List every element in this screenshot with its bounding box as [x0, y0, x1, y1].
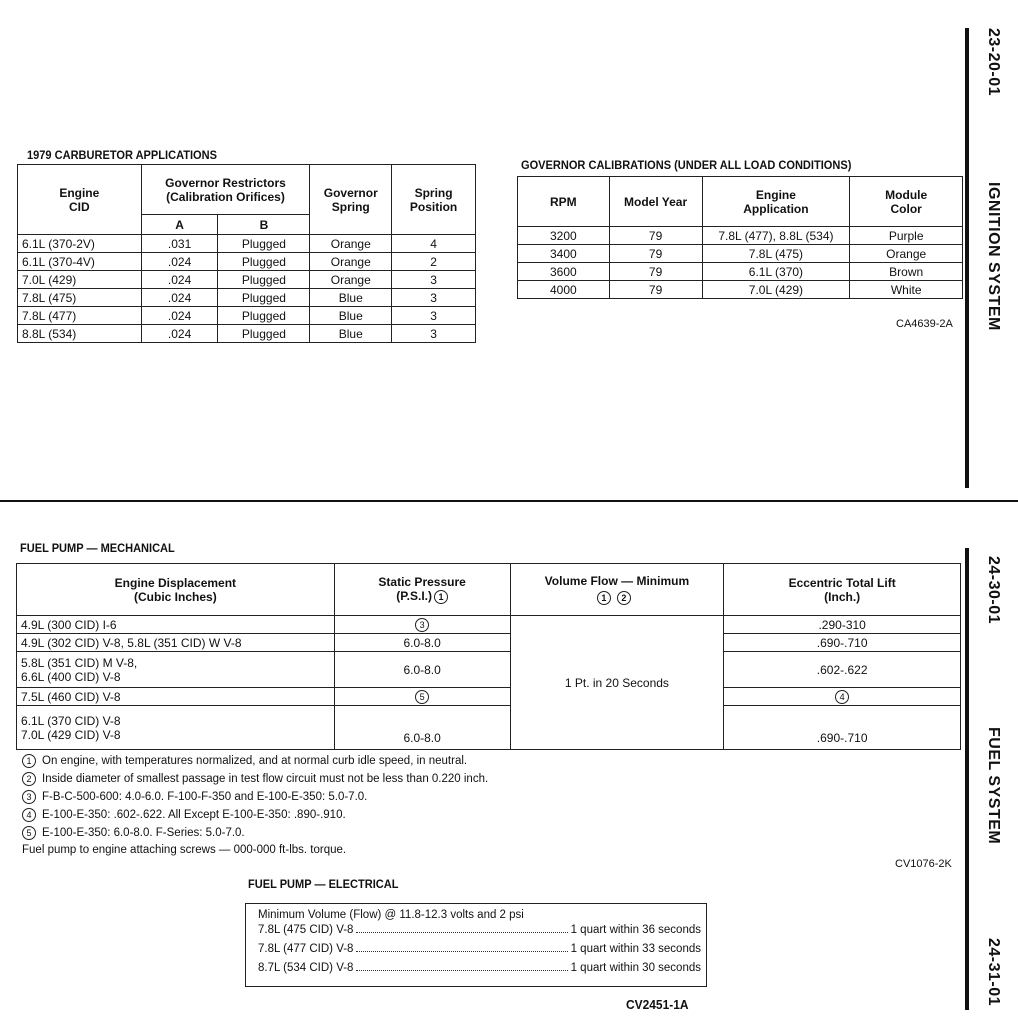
gov-rpm-cell: 3400 — [518, 245, 610, 263]
gov-rpm-cell: 3600 — [518, 263, 610, 281]
gov-rpm-cell: 4000 — [518, 281, 610, 299]
mech-lift-cell: .690-.710 — [724, 634, 961, 652]
gov-table — [517, 176, 963, 299]
elec-flow-value: 1 quart within 30 seconds — [570, 962, 701, 974]
gov-engine-app-cell: 7.0L (429) — [702, 281, 850, 299]
gov-model-year-cell: 79 — [609, 263, 702, 281]
mech-engine-cell: 6.1L (370 CID) V-8 7.0L (429 CID) V-8 — [17, 706, 335, 750]
footnote-marker: 1 — [597, 591, 611, 605]
mech-static-cell — [334, 616, 510, 634]
elec-engine: 7.8L (477 CID) V-8 — [258, 943, 354, 955]
side-rule-top — [965, 28, 969, 488]
mech-static-cell — [334, 688, 510, 706]
carb-row — [18, 253, 476, 271]
mech-header-volume-flow: Volume Flow — Minimum 1 2 — [510, 564, 724, 616]
carb-spring-position-cell: 3 — [392, 307, 476, 325]
carb-header-a: A — [141, 215, 218, 235]
elec-box — [245, 903, 707, 987]
screws-note: Fuel pump to engine attaching screws — 000-000 ft-lbs. torque. — [22, 844, 347, 856]
gov-row — [518, 245, 963, 263]
carb-row — [18, 307, 476, 325]
gov-header-engine-app: Engine Application — [702, 177, 850, 227]
carb-spring-position-cell: 3 — [392, 271, 476, 289]
gov-row — [518, 263, 963, 281]
mech-engine-cell: 7.5L (460 CID) V-8 — [17, 688, 335, 706]
mech-lift-cell: .690-.710 — [724, 706, 961, 750]
carb-governor-spring-cell: Orange — [310, 235, 392, 253]
carb-engine-cell: 7.8L (475) — [18, 289, 142, 307]
carb-restrictor-a-cell: .031 — [141, 235, 218, 253]
footnote-marker: 3 — [415, 618, 429, 632]
gov-header-model-year: Model Year — [609, 177, 702, 227]
carb-restrictor-a-cell: .024 — [141, 271, 218, 289]
section-title-ignition: IGNITION SYSTEM — [985, 182, 1002, 331]
carb-engine-cell: 6.1L (370-4V) — [18, 253, 142, 271]
carb-header-b: B — [218, 215, 310, 235]
carb-restrictor-b-cell: Plugged — [218, 253, 310, 271]
mech-figure-code: CV1076-2K — [895, 858, 952, 870]
footnote — [22, 824, 488, 842]
carb-header-engine: Engine CID — [18, 165, 142, 235]
carb-governor-spring-cell: Blue — [310, 307, 392, 325]
carb-table-title: 1979 CARBURETOR APPLICATIONS — [27, 148, 217, 162]
carb-governor-spring-cell: Blue — [310, 289, 392, 307]
gov-rpm-cell: 3200 — [518, 227, 610, 245]
mech-static-cell: 6.0-8.0 — [334, 634, 510, 652]
footnote-marker: 3 — [22, 790, 36, 804]
dot-leader — [356, 962, 567, 971]
elec-title: FUEL PUMP — ELECTRICAL — [248, 877, 399, 891]
footnote-text: F-B-C-500-600: 4.0-6.0. F-100-F-350 and E-100-E-350: 5.0-7.0. — [42, 791, 368, 803]
carb-row — [18, 289, 476, 307]
carb-governor-spring-cell: Blue — [310, 325, 392, 343]
footnote-marker: 5 — [22, 826, 36, 840]
carb-header-spring-position: Spring Position — [392, 165, 476, 235]
elec-flow-value: 1 quart within 36 seconds — [570, 924, 701, 936]
gov-model-year-cell: 79 — [609, 245, 702, 263]
carb-engine-cell: 7.8L (477) — [18, 307, 142, 325]
gov-model-year-cell: 79 — [609, 227, 702, 245]
gov-module-color-cell: Purple — [850, 227, 963, 245]
section-title-fuel: FUEL SYSTEM — [985, 727, 1002, 845]
carb-restrictor-a-cell: .024 — [141, 325, 218, 343]
dot-leader — [356, 924, 567, 933]
footnote-marker: 2 — [22, 772, 36, 786]
mech-static-cell: 6.0-8.0 — [334, 706, 510, 750]
carb-row — [18, 325, 476, 343]
gov-module-color-cell: Orange — [850, 245, 963, 263]
carb-restrictor-b-cell: Plugged — [218, 235, 310, 253]
footnote-marker: 4 — [835, 690, 849, 704]
mech-engine-cell: 5.8L (351 CID) M V-8, 6.6L (400 CID) V-8 — [17, 652, 335, 688]
footnote — [22, 770, 488, 788]
mech-engine-cell: 4.9L (300 CID) I-6 — [17, 616, 335, 634]
gov-engine-app-cell: 7.8L (475) — [702, 245, 850, 263]
mech-lift-cell: .602-.622 — [724, 652, 961, 688]
section-code-top: 23-20-01 — [985, 28, 1002, 97]
mech-lift-cell: .290-310 — [724, 616, 961, 634]
carb-spring-position-cell: 3 — [392, 325, 476, 343]
elec-header: Minimum Volume (Flow) @ 11.8-12.3 volts and 2 psi — [258, 909, 524, 921]
mech-static-cell: 6.0-8.0 — [334, 652, 510, 688]
gov-table-title: GOVERNOR CALIBRATIONS (UNDER ALL LOAD CONDITIONS) — [521, 158, 852, 172]
carb-spring-position-cell: 3 — [392, 289, 476, 307]
carb-restrictor-a-cell: .024 — [141, 307, 218, 325]
footnote — [22, 752, 488, 770]
mech-volume-cell: 1 Pt. in 20 Seconds — [510, 616, 724, 750]
footnote-text: Inside diameter of smallest passage in test flow circuit must not be less than 0.220 inch. — [42, 773, 489, 785]
mech-header-static-pressure: Static Pressure (P.S.I.) 1 — [334, 564, 510, 616]
footnote-marker: 5 — [415, 690, 429, 704]
elec-engine: 8.7L (534 CID) V-8 — [258, 962, 354, 974]
section-code-mid: 24-30-01 — [985, 556, 1002, 625]
carb-restrictor-a-cell: .024 — [141, 289, 218, 307]
carb-spring-position-cell: 2 — [392, 253, 476, 271]
carb-governor-spring-cell: Orange — [310, 253, 392, 271]
footnote-marker: 2 — [617, 591, 631, 605]
mech-header-displacement: Engine Displacement (Cubic Inches) — [17, 564, 335, 616]
mech-engine-cell: 4.9L (302 CID) V-8, 5.8L (351 CID) W V-8 — [17, 634, 335, 652]
carb-header-governor-spring: Governor Spring — [310, 165, 392, 235]
elec-row — [258, 924, 701, 943]
footnote — [22, 788, 488, 806]
footnote-marker: 1 — [22, 754, 36, 768]
footnote-text: E-100-E-350: .602-.622. All Except E-100-E-350: .890-.910. — [42, 809, 346, 821]
carb-spring-position-cell: 4 — [392, 235, 476, 253]
footnote-text: E-100-E-350: 6.0-8.0. F-Series: 5.0-7.0. — [42, 827, 245, 839]
carb-header-restrictors: Governor Restrictors (Calibration Orifices) — [141, 165, 310, 215]
gov-engine-app-cell: 7.8L (477), 8.8L (534) — [702, 227, 850, 245]
carb-engine-cell: 7.0L (429) — [18, 271, 142, 289]
footnote-marker: 4 — [22, 808, 36, 822]
carb-restrictor-b-cell: Plugged — [218, 289, 310, 307]
carb-row — [18, 235, 476, 253]
carb-restrictor-a-cell: .024 — [141, 253, 218, 271]
carb-row — [18, 271, 476, 289]
gov-module-color-cell: Brown — [850, 263, 963, 281]
gov-model-year-cell: 79 — [609, 281, 702, 299]
dot-leader — [356, 943, 567, 952]
elec-row — [258, 962, 701, 981]
elec-flow-value: 1 quart within 33 seconds — [570, 943, 701, 955]
footnote-marker: 1 — [434, 590, 448, 604]
carb-engine-cell: 6.1L (370-2V) — [18, 235, 142, 253]
gov-module-color-cell: White — [850, 281, 963, 299]
elec-row — [258, 943, 701, 962]
carb-table — [17, 164, 476, 343]
gov-row — [518, 281, 963, 299]
mech-lift-cell — [724, 688, 961, 706]
mech-header-eccentric-lift: Eccentric Total Lift (Inch.) — [724, 564, 961, 616]
carb-engine-cell: 8.8L (534) — [18, 325, 142, 343]
gov-figure-code: CA4639-2A — [896, 318, 953, 330]
elec-figure-code: CV2451-1A — [626, 997, 689, 1012]
mech-table-title: FUEL PUMP — MECHANICAL — [20, 541, 175, 555]
footnote — [22, 806, 488, 824]
side-rule-bottom — [965, 548, 969, 1010]
footnote-text: On engine, with temperatures normalized, and at normal curb idle speed, in neutral. — [42, 755, 468, 767]
gov-engine-app-cell: 6.1L (370) — [702, 263, 850, 281]
carb-restrictor-b-cell: Plugged — [218, 325, 310, 343]
carb-restrictor-b-cell: Plugged — [218, 271, 310, 289]
carb-governor-spring-cell: Orange — [310, 271, 392, 289]
mech-notes — [22, 752, 488, 856]
section-code-bottom: 24-31-01 — [985, 938, 1002, 1007]
gov-header-module-color: Module Color — [850, 177, 963, 227]
gov-header-rpm: RPM — [518, 177, 610, 227]
mech-table — [16, 563, 961, 750]
carb-restrictor-b-cell: Plugged — [218, 307, 310, 325]
gov-row — [518, 227, 963, 245]
elec-engine: 7.8L (475 CID) V-8 — [258, 924, 354, 936]
page-divider — [0, 500, 1018, 502]
